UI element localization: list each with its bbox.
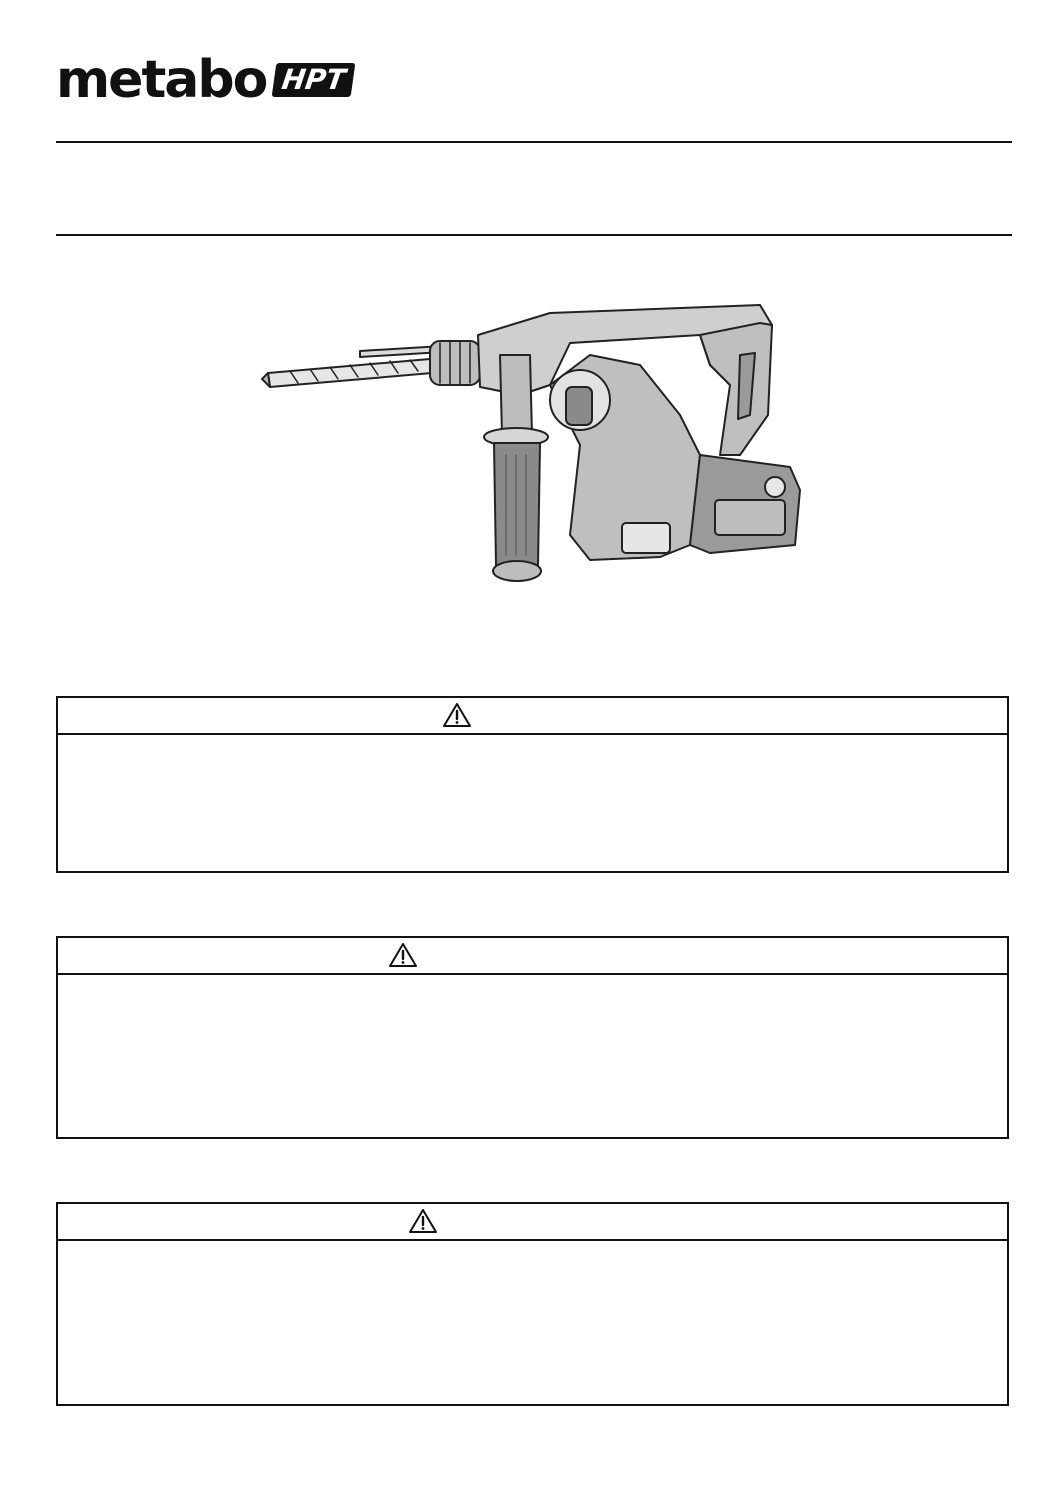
warning-box-1 (56, 696, 1009, 873)
warning-triangle-icon (388, 942, 418, 968)
warning-triangle-icon (408, 1208, 438, 1234)
brand-wordmark: metabo (56, 50, 267, 110)
warning-triangle-icon (442, 702, 472, 728)
brand-badge: HPT (272, 63, 356, 97)
brand-logo (56, 50, 353, 110)
warning-box-header (58, 698, 1007, 735)
warning-box-body (58, 735, 1007, 871)
title-rule-bottom (56, 234, 1012, 236)
warning-box-2 (56, 936, 1009, 1139)
warning-box-header (58, 1204, 1007, 1241)
rotary-hammer-drill-illustration (260, 295, 810, 590)
warning-box-body (58, 975, 1007, 1137)
warning-box-3 (56, 1202, 1009, 1406)
warning-box-body (58, 1241, 1007, 1404)
title-rule-top (56, 141, 1012, 143)
warning-box-header (58, 938, 1007, 975)
